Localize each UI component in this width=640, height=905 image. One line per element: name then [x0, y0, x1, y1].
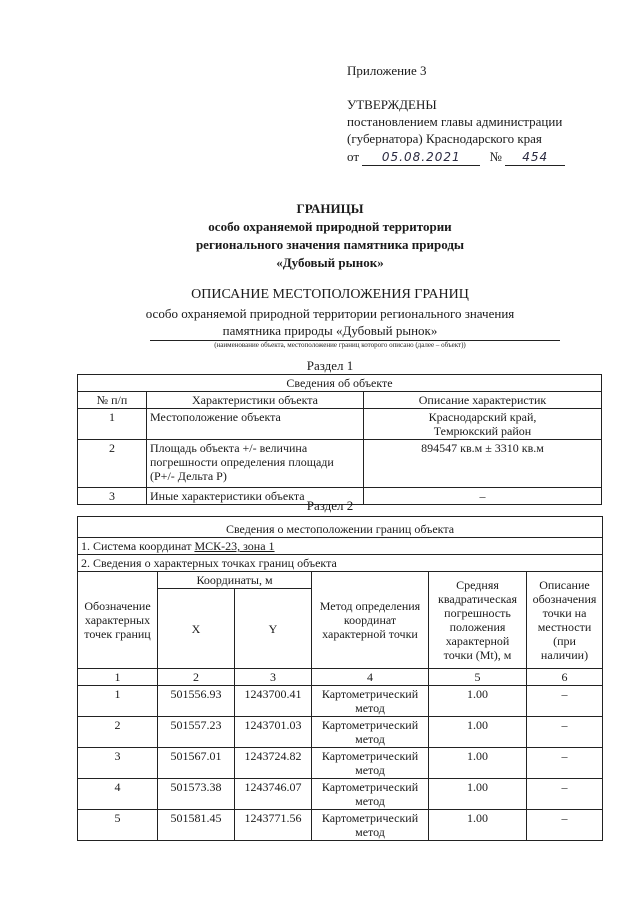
point-description: – [527, 810, 603, 841]
point-description: – [527, 748, 603, 779]
description-caption: (наименование объекта, местоположение границ которого описано (далее – объект)) [214, 341, 466, 349]
row-characteristic: Местоположение объекта [147, 409, 364, 440]
table-row [78, 686, 603, 717]
table-row [78, 409, 602, 440]
title-line-1: ГРАНИЦЫ [296, 201, 364, 216]
row-characteristic: Иные характеристики объекта [147, 488, 364, 505]
point-y: 1243771.56 [235, 810, 312, 841]
point-x: 501567.01 [158, 748, 235, 779]
point-method: Картометрический метод [312, 686, 429, 717]
table-row [78, 748, 603, 779]
point-x: 501573.38 [158, 779, 235, 810]
point-method: Картометрический метод [312, 810, 429, 841]
point-number: 2 [78, 717, 158, 748]
point-description: – [527, 717, 603, 748]
point-accuracy: 1.00 [429, 810, 527, 841]
points-title: 2. Сведения о характерных точках границ объекта [78, 555, 603, 572]
point-y: 1243746.07 [235, 779, 312, 810]
table-header-row [78, 572, 603, 589]
point-description: – [527, 779, 603, 810]
column-number: 4 [312, 669, 429, 686]
boundary-points-table [77, 516, 603, 841]
column-number: 5 [429, 669, 527, 686]
point-x: 501581.45 [158, 810, 235, 841]
point-accuracy: 1.00 [429, 779, 527, 810]
coord-system-prefix: 1. Система координат [81, 539, 195, 553]
header-description: Описание характеристик [364, 392, 602, 409]
table-title-row [78, 375, 602, 392]
section-1-title: Раздел 1 [306, 358, 354, 373]
row-number: 1 [78, 409, 147, 440]
table-row [78, 440, 602, 488]
header-y: Y [235, 589, 312, 669]
column-number: 6 [527, 669, 603, 686]
table-header-row [78, 392, 602, 409]
description-line-2: особо охраняемой природной территории регионального значения [145, 306, 515, 321]
header-coords: Координаты, м [158, 572, 312, 589]
row-number: 3 [78, 488, 147, 505]
point-accuracy: 1.00 [429, 748, 527, 779]
boundary-info-title: Сведения о местоположении границ объекта [78, 517, 603, 538]
point-y: 1243701.03 [235, 717, 312, 748]
title-line-3: регионального значения памятника природы [195, 237, 465, 252]
point-number: 5 [78, 810, 158, 841]
point-method: Картометрический метод [312, 717, 429, 748]
coord-system-value: МСК-23, зона 1 [194, 539, 275, 553]
table-row [78, 810, 603, 841]
approval-date-line [347, 149, 565, 166]
point-accuracy: 1.00 [429, 717, 527, 748]
header-point-description: Описание обозначения точки на местности (при наличии) [527, 572, 603, 669]
description-line-3: памятника природы «Дубовый рынок» [222, 323, 438, 338]
approval-number: 454 [505, 149, 565, 166]
column-number: 1 [78, 669, 158, 686]
row-value: Краснодарский край, Темрюкский район [364, 409, 602, 440]
row-value: 894547 кв.м ± 3310 кв.м [364, 440, 602, 488]
header-x: X [158, 589, 235, 669]
row-value: – [364, 488, 602, 505]
column-number: 3 [235, 669, 312, 686]
table-title-row [78, 517, 603, 538]
object-info-title: Сведения об объекте [78, 375, 602, 392]
coord-system-row [78, 538, 603, 555]
point-method: Картометрический метод [312, 748, 429, 779]
point-x: 501556.93 [158, 686, 235, 717]
point-accuracy: 1.00 [429, 686, 527, 717]
approved-label: УТВЕРЖДЕНЫ [347, 97, 437, 112]
header-designation: Обозначение характерных точек границ [78, 572, 158, 669]
point-number: 4 [78, 779, 158, 810]
point-description: – [527, 686, 603, 717]
object-info-table [77, 374, 602, 505]
points-title-row [78, 555, 603, 572]
date-prefix: от [347, 149, 360, 164]
section-2-title: Раздел 2 [306, 498, 354, 513]
number-prefix: № [489, 149, 502, 164]
header-method: Метод определения координат характерной точки [312, 572, 429, 669]
point-y: 1243700.41 [235, 686, 312, 717]
approval-date: 05.08.2021 [362, 149, 480, 166]
column-numbers-row [78, 669, 603, 686]
point-method: Картометрический метод [312, 779, 429, 810]
table-row [78, 717, 603, 748]
description-line-1: ОПИСАНИЕ МЕСТОПОЛОЖЕНИЯ ГРАНИЦ [191, 287, 469, 302]
point-number: 3 [78, 748, 158, 779]
table-row [78, 779, 603, 810]
column-number: 2 [158, 669, 235, 686]
header-accuracy: Средняя квадратическая погрешность положения характерной точки (Mt), м [429, 572, 527, 669]
approved-line-1: постановлением главы администрации [347, 114, 563, 129]
title-line-4: «Дубовый рынок» [276, 255, 384, 270]
header-number: № п/п [78, 392, 147, 409]
approved-line-2: (губернатора) Краснодарского края [347, 131, 542, 146]
point-y: 1243724.82 [235, 748, 312, 779]
point-x: 501557.23 [158, 717, 235, 748]
coord-system-cell [78, 538, 603, 555]
row-characteristic: Площадь объекта +/- величина погрешности определения площади (P+/- Дельта P) [147, 440, 364, 488]
title-line-2: особо охраняемой природной территории [208, 219, 452, 234]
row-number: 2 [78, 440, 147, 488]
point-number: 1 [78, 686, 158, 717]
header-characteristic: Характеристики объекта [147, 392, 364, 409]
appendix-label: Приложение 3 [347, 63, 427, 78]
